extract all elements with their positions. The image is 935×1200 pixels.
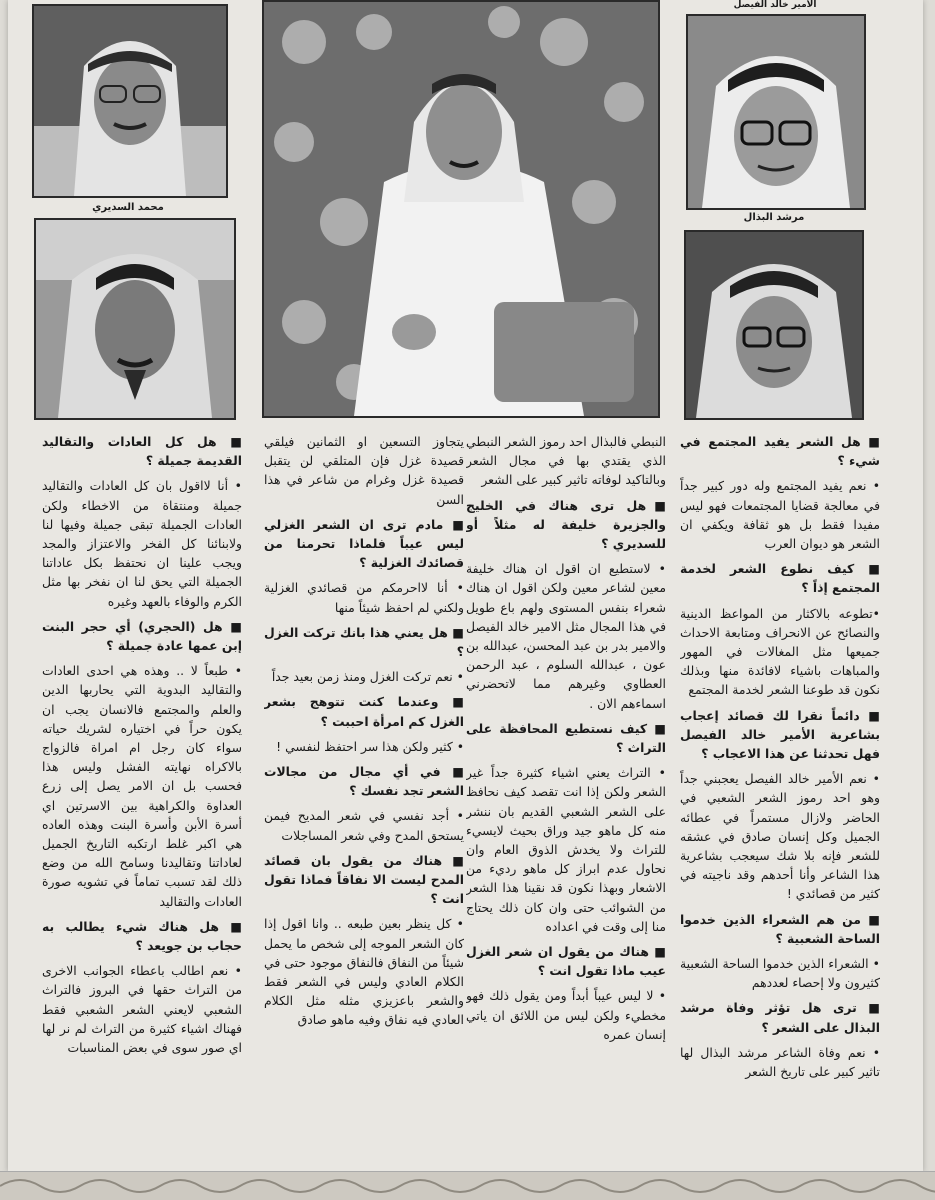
question-paragraph: ■ من هم الشعراء الذين خدموا الساحة الشعبية ؟: [680, 911, 880, 946]
portrait-sudairi-image: [34, 6, 226, 196]
answer-paragraph: •تطوعه بالاكثار من المواعظ الدينية والنصائح عن الانحراف ومتابعة الاحداث جميعها مثل المغالات في المهور والمباهات باشياء لافائدة منها وبذلك نكون قد طوعنا الشعر لخدمة المجتمع: [680, 605, 880, 698]
question-paragraph: ■ هل هناك شيء يطالب به حجاب بن جويعد ؟: [42, 918, 242, 954]
caption-khalid: الأمير خالد الفيصل: [733, 0, 817, 10]
answer-paragraph: • طبعاً لا .. وهذه هي احدى العادات والتقاليد البدوية التي يحاربها الدين والعلم والمجتمع فالانسان يجب ان يكون حراً في اختياره لشريك حياته سواء كان رجل ام امراة فالزواج بالاكراه نهايته الفشل وليس هذا فحسب بل ان الامر يصل إلى زرع العداوة والكراهية بين الاسرتين اي أسرة الأبن وأسرة البنت وهذه العاده هي اكبر غلط ارتكبه التاريخ الجميل لعاداتنا وتقاليدنا وسامح الله من وضع ذلك لقد تسبب تماماً في تشويه صورة العادات والتقاليد: [42, 663, 242, 909]
answer-paragraph: • أجد نفسي في شعر المديح فيمن يستحق المدح وفي شعر المساجلات: [264, 808, 464, 843]
photo-khalid: [684, 230, 864, 420]
question-paragraph: ■ هل (الحجري) أي حجر البنت إبن عمها عادة جميلة ؟: [42, 618, 242, 654]
answer-paragraph: • أنا لااحرمكم من قصائدي الغزلية ولكني لم احفظ شيئاً منها: [264, 580, 464, 615]
answer-paragraph: • كثير ولكن هذا سر احتفظ لنفسي !: [276, 738, 464, 754]
magazine-page: [8, 0, 923, 1172]
portrait-unnamed-image: [36, 220, 234, 418]
answer-paragraph: • نعم الأمير خالد الفيصل يعجبني جداً وهو احد رموز الشعر الشعبي في الحاضر ولازال مستمراً في عطائه الجميل وكل إنسان صادق في عشقه للشعر فإنه بلا شك سيعجب بشاعرية هذا الشاعر وأنا أحدهم وقد ناجيته في كثير من قصائدي !: [680, 771, 880, 902]
answer-paragraph: • التراث يعني اشياء كثيرة جداً غير الشعر ولكن إذا انت تقصد كيف نحافظ على الشعر الشعبي القديم بان ننشر منه كل ماهو جيد وراق بحيث لايسيء للتراث ولا يخدش الذوق العام وان نحاول عدم ابراز كل ماهو رديء من الاشعار وبهذا نكون قد نقينا هذا الشعر من الشوائب حتى وان كان ذلك يحتاج منا إلى وقت في اعداده: [466, 765, 666, 934]
portrait-khalid-image: [686, 232, 862, 418]
photo-murshid: [686, 14, 866, 210]
question-paragraph: ■ كيف نطوع الشعر لخدمة المجتمع إذاً ؟: [680, 561, 880, 596]
text-column-4: [42, 432, 242, 1152]
answer-paragraph: • نعم تركت الغزل ومنذ زمن بعيد جداً: [271, 669, 464, 685]
question-paragraph: ■ هل الشعر يفيد المجتمع في شيء ؟: [680, 434, 880, 469]
main-portrait-image: [264, 2, 658, 416]
question-paragraph: ■ هناك من يقول ان شعر الغزل عيب ماذا تقول انت ؟: [466, 944, 666, 979]
question-paragraph: ■ كيف نستطيع المحافظة على التراث ؟: [466, 720, 666, 756]
answer-paragraph: النبطي فالبذال احد رموز الشعر النبطي الذي يقتدي بها في مجال الشعر وبالتاكيد لوفاته تاثير كبير على الشعر: [466, 434, 666, 488]
text-column-1: [680, 432, 880, 1152]
question-paragraph: ■ هل يعني هذا بانك تركت الغزل ؟: [264, 624, 464, 660]
answer-paragraph: • نعم وفاة الشاعر مرشد البذال لها تاثير كبير على تاريخ الشعر: [680, 1044, 880, 1080]
answer-paragraph: • نعم يفيد المجتمع وله دور كبير جداً في معالجة قضايا المجتمعات فهو ليس مفيدا فقط بل هو ثقافة ويكفي ان الشعر هو ديوان العرب: [680, 478, 880, 552]
answer-paragraph: • الشعراء الذين خدموا الساحة الشعبية كثيرون ولا إحصاء لعددهم: [680, 956, 880, 991]
portrait-murshid-image: [688, 16, 864, 208]
question-paragraph: ■هل ترى هناك في الخليج والجزيرة خليفة له مثلاً أو للسديري ؟: [466, 497, 666, 552]
caption-sudairi: محمد السديري: [92, 202, 164, 213]
answer-paragraph: • كل ينظر بعين طبعه .. وانا اقول إذا كان الشعر الموجه إلى شخص ما يحمل شيئاً من النفاق فالنفاق موجود حتى في الكلام العادي وليس في الشعر فقط والشعر باعزيزي مثله مثل الكلام العادي فيه نفاق وفيه ماهو صادق: [264, 916, 464, 1028]
caption-murshid: مرشد البذال: [743, 212, 805, 223]
photo-sudairi: [32, 4, 228, 198]
question-paragraph: ■ مادم ترى ان الشعر الغزلي ليس عيباً فلماذا تحرمنا من قصائدك الغزلية ؟: [264, 516, 464, 571]
answer-paragraph: • لاستطيع ان اقول ان هناك خليفة معين لشاعر معين ولكن اقول ان هناك شعراء بنفس المستوى ولهم باع طويل في هذا المجال مثل الامير خالد الفيصل والامير بدر بن عبد المحسن، عبدالله بن عون ، عبدالله السلوم ، عبد الرحمن العطاوي وغيرهم مما لاتحضرني اسماءهم الان .: [466, 561, 666, 711]
bottom-pattern-strip: [0, 1171, 935, 1200]
question-paragraph: ■ هناك من يقول بان قصائد المدح ليست الا نفاقاً فماذا تقول انت ؟: [264, 852, 464, 907]
text-column-2: [466, 432, 666, 1152]
ornament-pattern: [0, 1172, 935, 1200]
question-paragraph: ■ هل كل العادات والتقاليد القديمة جميلة ؟: [42, 434, 242, 469]
question-paragraph: ■ دائماً نقرا لك قصائد إعجاب بشاعرية الأمير خالد الفيصل فهل تحدثنا عن هذا الاعجاب ؟: [680, 707, 880, 762]
answer-paragraph: يتجاوز التسعين او الثمانين فيلقي قصيدة غزل فإن المتلقي لن يتقبل قصيدة غزل وغرام من شاعر في هذا السن: [264, 434, 464, 507]
answer-paragraph: • نعم اطالب باعطاء الجوانب الاخرى من التراث حقها في البروز فالتراث الشعبي لايعني الشعر الشعبي فقط فهناك اشياء كثيرة من التراث لم نر لها اي صور سوى في بعض المناسبات: [42, 963, 242, 1056]
answer-paragraph: • أنا لااقول بان كل العادات والتقاليد جميلة ومنتقاة من الاخطاء ولكن العادات الجميلة تبقى جميلة وفيها لنا ولابنائنا كل الفخر والاعتزاز والمجد ويجب علينا ان نحتفظ بكل عاداتنا الجميلة التي يحق لنا ان نفخر بها مثل الكرم والوفاء بالعهد وغيره: [42, 478, 242, 609]
question-paragraph: ■ وعندما كنت تتوهج بشعر الغزل كم امرأة احببت ؟: [264, 694, 464, 729]
photo-unnamed: [34, 218, 236, 420]
photo-main-portrait: [262, 0, 660, 418]
question-paragraph: ■ ترى هل تؤثر وفاة مرشد البذال على الشعر ؟: [680, 1000, 880, 1035]
question-paragraph: ■ في أي مجال من مجالات الشعر تجد نفسك ؟: [264, 764, 464, 799]
text-column-3: [264, 432, 464, 1152]
answer-paragraph: • لا ليس عيباً أبداً ومن يقول ذلك فهو مخطيء ولكن ليس من اللائق ان ياتي إنسان عمره: [466, 988, 666, 1042]
